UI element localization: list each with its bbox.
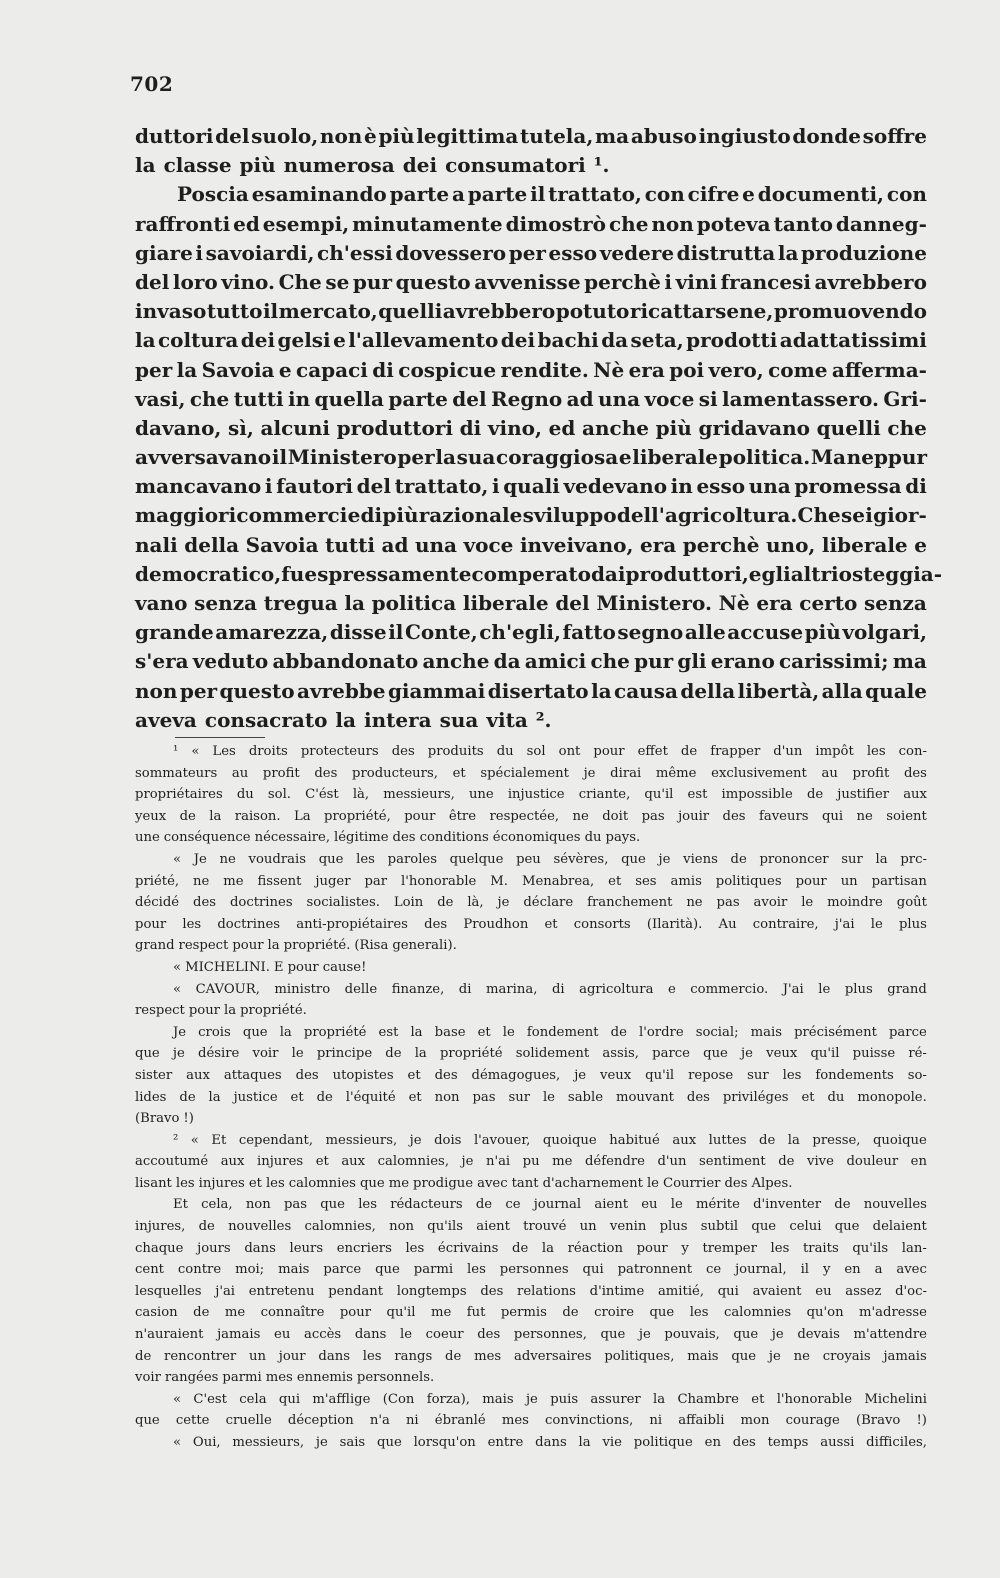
text-line: nali della Savoia tutti ad una voce inveivano, era perchè uno, liberale e	[135, 532, 927, 557]
footnote-paragraph	[135, 849, 927, 957]
text-line: la coltura dei gelsi e l'allevamento dei bachi da seta, prodotti adattatissimi	[135, 328, 927, 353]
text-line: Poscia esaminando parte a parte il trattato, con cifre e documenti, con	[177, 182, 927, 207]
footnote-line: Et cela, non pas que les rédacteurs de ce journal aient eu le mérite d'inventer de nouvelles	[173, 1197, 927, 1213]
footnote-paragraph	[135, 1130, 927, 1195]
footnote-separator	[175, 737, 265, 738]
text-line: democratico, fu espressamente comperato dai produttori, e gli altri osteggia-	[135, 561, 943, 586]
footnote-paragraph	[135, 1432, 927, 1454]
footnote-paragraph	[135, 957, 927, 979]
footnote-line: que je désire voir le principe de la propriété solidement assis, parce que je veux qu'il puisse ré-	[135, 1046, 927, 1062]
footnote-line: propriétaires du sol. C'ést là, messieurs, une injustice criante, qu'il est impossible de justifier aux	[135, 787, 927, 803]
footnote-line: lesquelles j'ai entretenu pendant longtemps des relations d'intime amitié, qui avaient eu assez d'oc-	[135, 1283, 927, 1299]
footnote-line: « Oui, messieurs, je sais que lorsqu'on entre dans la vie politique en des temps aussi difficiles,	[173, 1435, 927, 1450]
footnote-paragraph	[135, 1194, 927, 1388]
footnote-line: lides de la justice et de l'équité et non pas sur le sable mouvant des priviléges et du monopole.	[135, 1089, 927, 1105]
footnote-line: sister aux attaques des utopistes et des démagogues, je veux qu'il repose sur les fondements so-	[135, 1067, 927, 1083]
footnote-line: lisant les injures et les calomnies que me prodigue avec tant d'acharnement le Courrier des Alpes.	[135, 1175, 793, 1191]
main-body-text	[135, 122, 943, 735]
footnote-line: « Je ne voudrais que les paroles quelque peu sévères, que je viens de prononcer sur la prc-	[173, 851, 927, 867]
footnote-line: (Bravo !)	[135, 1111, 194, 1127]
footnote-paragraph	[135, 741, 927, 849]
footnote-line: chaque jours dans leurs encriers les écrivains de la réaction pour y tremper les traits qu'ils lan-	[135, 1240, 927, 1256]
footnote-line: ² « Et cependant, messieurs, je dois l'avouer, quoique habitué aux luttes de la presse, quoique	[173, 1132, 927, 1148]
text-line: grande amarezza, disse il Conte, ch'egli, fatto segno alle accuse più volgari,	[135, 620, 927, 645]
text-line: aveva consacrato la intera sua vita ².	[135, 707, 552, 732]
footnote-paragraph	[135, 1389, 927, 1432]
footnote-line: cent contre moi; mais parce que parmi les personnes qui patronnent ce journal, il y en a avec	[135, 1262, 927, 1278]
footnote-line: « MICHELINI. E pour cause!	[173, 959, 367, 975]
footnote-line: voir rangées parmi mes ennemis personnels.	[135, 1370, 435, 1386]
footnote-paragraph	[135, 979, 927, 1022]
text-line: maggiori commerci e di più razionale sviluppo dell'agricoltura. Che se i gior-	[135, 503, 927, 528]
text-line: per la Savoia e capaci di cospicue rendite. Nè era poi vero, come afferma-	[135, 357, 927, 382]
page-number: 702	[130, 72, 174, 96]
footnote-line: ¹ « Les droits protecteurs des produits du sol ont pour effet de frapper d'un impôt les con-	[173, 744, 927, 759]
text-line: non per questo avrebbe giammai disertato la causa della libertà, alla quale	[135, 678, 927, 703]
footnote-line: sommateurs au profit des producteurs, et spécialement je dirai même exclusivement au profit des	[135, 765, 927, 781]
text-line: raffronti ed esempi, minutamente dimostrò che non poteva tanto danneg-	[135, 211, 927, 236]
footnote-paragraph	[135, 1022, 927, 1130]
text-line: del loro vino. Che se pur questo avvenisse perchè i vini francesi avrebbero	[135, 269, 927, 294]
footnote-line: priété, ne me fissent juger par l'honorable M. Menabrea, et ses amis politiques pour un partisan	[135, 873, 927, 889]
footnote-line: n'auraient jamais eu accès dans le coeur des personnes, que je pouvais, que je devais m'attendre	[135, 1327, 927, 1343]
footnote-line: yeux de la raison. La propriété, pour être respectée, ne doit pas jouir des faveurs qui ne soient	[135, 808, 927, 824]
text-line: davano, sì, alcuni produttori di vino, ed anche più gridavano quelli che	[135, 415, 927, 440]
text-line: avversavano il Ministero per la sua coraggiosa e liberale politica. Ma neppur	[135, 445, 927, 470]
text-line: invaso tutto il mercato, quelli avrebbero potuto ricattarsene, promuovendo	[135, 299, 927, 324]
footnotes	[135, 741, 927, 1454]
text-line: vasi, che tutti in quella parte del Regno ad una voce si lamentassero. Gri-	[135, 386, 927, 411]
footnote-line: respect pour la propriété.	[135, 1003, 307, 1019]
footnote-line: pour les doctrines anti-propiétaires des Proudhon et consorts (Ilarità). Au contraire, j'ai le plus	[135, 916, 927, 932]
text-line: duttori del suolo, non è più legittima tutela, ma abuso ingiusto donde soffre	[135, 124, 927, 148]
text-line: mancavano i fautori del trattato, i quali vedevano in esso una promessa di	[135, 474, 927, 499]
footnote-line: Je crois que la propriété est la base et le fondement de l'ordre social; mais précisément parce	[173, 1024, 927, 1040]
footnote-line: « CAVOUR, ministro delle finanze, di marina, di agricoltura e commercio. J'ai le plus grand	[173, 981, 927, 997]
text-line: giare i savoiardi, ch'essi dovessero per esso vedere distrutta la produzione	[135, 240, 927, 265]
footnote-line: décidé des doctrines socialistes. Loin de là, je déclare franchement ne pas avoir le moindre goût	[135, 895, 927, 911]
footnote-line: « C'est cela qui m'afflige (Con forza), mais je puis assurer la Chambre et l'honorable Michelini	[173, 1391, 927, 1407]
text-line: vano senza tregua la politica liberale del Ministero. Nè era certo senza	[135, 591, 927, 615]
text-line: s'era veduto abbandonato anche da amici che pur gli erano carissimi; ma	[135, 649, 927, 674]
footnote-line: grand respect pour la propriété. (Risa generali).	[135, 938, 457, 954]
footnote-line: une conséquence nécessaire, légitime des conditions économiques du pays.	[135, 830, 641, 846]
footnote-line: de rencontrer un jour dans les rangs de mes adversaires politiques, mais que je ne croyais jamais	[135, 1348, 927, 1364]
footnote-line: accoutumé aux injures et aux calomnies, je n'ai pu me défendre d'un sentiment de vive douleur en	[135, 1154, 927, 1170]
footnote-line: casion de me connaître pour qu'il me fut permis de croire que les calomnies qu'on m'adresse	[135, 1305, 927, 1321]
footnote-line: injures, de nouvelles calomnies, non qu'ils aient trouvé un venin plus subtil que celui que delaient	[135, 1219, 927, 1235]
footnote-line: que cette cruelle déception n'a ni ébranlé mes convinctions, ni affaibli mon courage (Bravo !)	[135, 1413, 927, 1429]
text-line: la classe più numerosa dei consumatori ¹.	[135, 153, 610, 178]
